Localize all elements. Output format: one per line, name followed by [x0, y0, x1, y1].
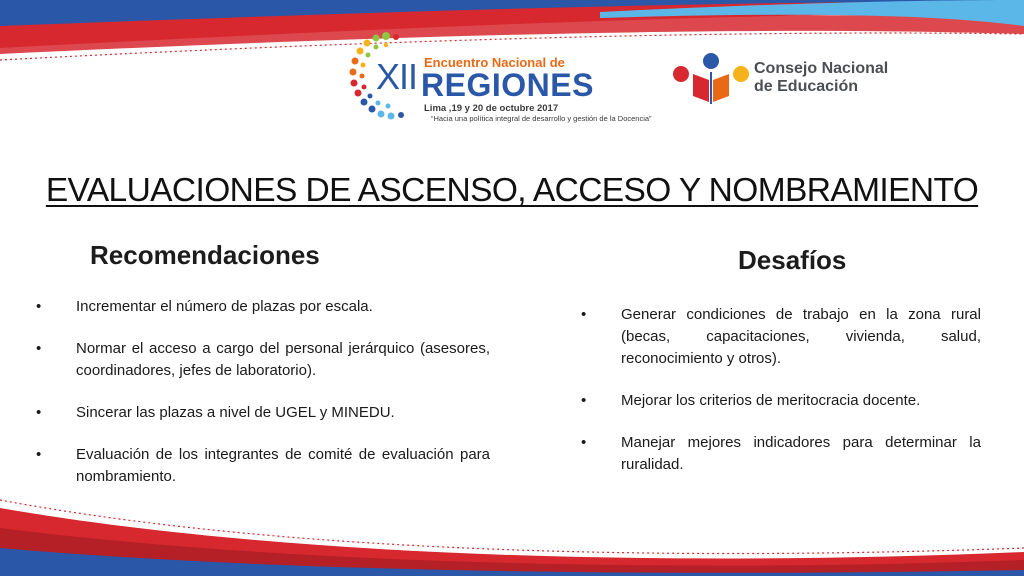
bullet-icon: •	[581, 434, 587, 451]
bullet-icon: •	[36, 404, 42, 421]
list-item-text: Evaluación de los integrantes de comité de evaluación para nombramiento.	[76, 446, 490, 485]
list-item	[581, 432, 981, 476]
bullet-icon: •	[36, 298, 42, 315]
recomendaciones-heading: Recomendaciones	[90, 240, 320, 270]
bullet-icon: •	[581, 306, 587, 323]
bullet-icon: •	[581, 392, 587, 409]
list-item	[36, 444, 490, 488]
bullet-icon: •	[36, 340, 42, 357]
list-item-text: Incrementar el número de plazas por escala.	[76, 298, 373, 315]
event-date: Lima ,19 y 20 de octubre 2017	[424, 103, 559, 114]
recomendaciones-list	[36, 296, 490, 508]
list-item	[581, 390, 981, 412]
list-item-text: Mejorar los criterios de meritocracia docente.	[621, 392, 921, 409]
event-name-line1: Encuentro Nacional de	[424, 55, 565, 70]
list-item	[581, 304, 981, 370]
bullet-icon: •	[36, 446, 42, 463]
cne-name-line1: Consejo Nacional	[754, 60, 889, 77]
slide-title	[0, 172, 1024, 210]
event-numeral: XII	[376, 56, 418, 97]
list-item-text: Sincerar las plazas a nivel de UGEL y MINEDU.	[76, 404, 395, 421]
list-item	[36, 296, 490, 318]
list-item-text: Manejar mejores indicadores para determinar la ruralidad.	[621, 434, 981, 473]
desafios-list	[581, 304, 981, 496]
cne-emblem-icon	[671, 52, 751, 108]
list-item-text: Normar el acceso a cargo del personal jerárquico (asesores, coordinadores, jefes de laboratorio).	[76, 340, 490, 379]
event-name-line2: REGIONES	[421, 67, 594, 103]
slide-title-text: EVALUACIONES DE ASCENSO, ACCESO Y NOMBRAMIENTO	[45, 172, 979, 209]
cne-name-line2: de Educación	[754, 78, 859, 95]
list-item	[36, 338, 490, 382]
cne-logo	[671, 52, 901, 108]
event-motto: “Hacia una política integral de desarrollo y gestión de la Docencia”	[431, 114, 652, 123]
desafios-heading: Desafíos	[738, 245, 847, 275]
list-item-text: Generar condiciones de trabajo en la zona rural (becas, capacitaciones, vivienda, salud, reconocimiento y otros).	[621, 306, 981, 367]
list-item	[36, 402, 490, 424]
